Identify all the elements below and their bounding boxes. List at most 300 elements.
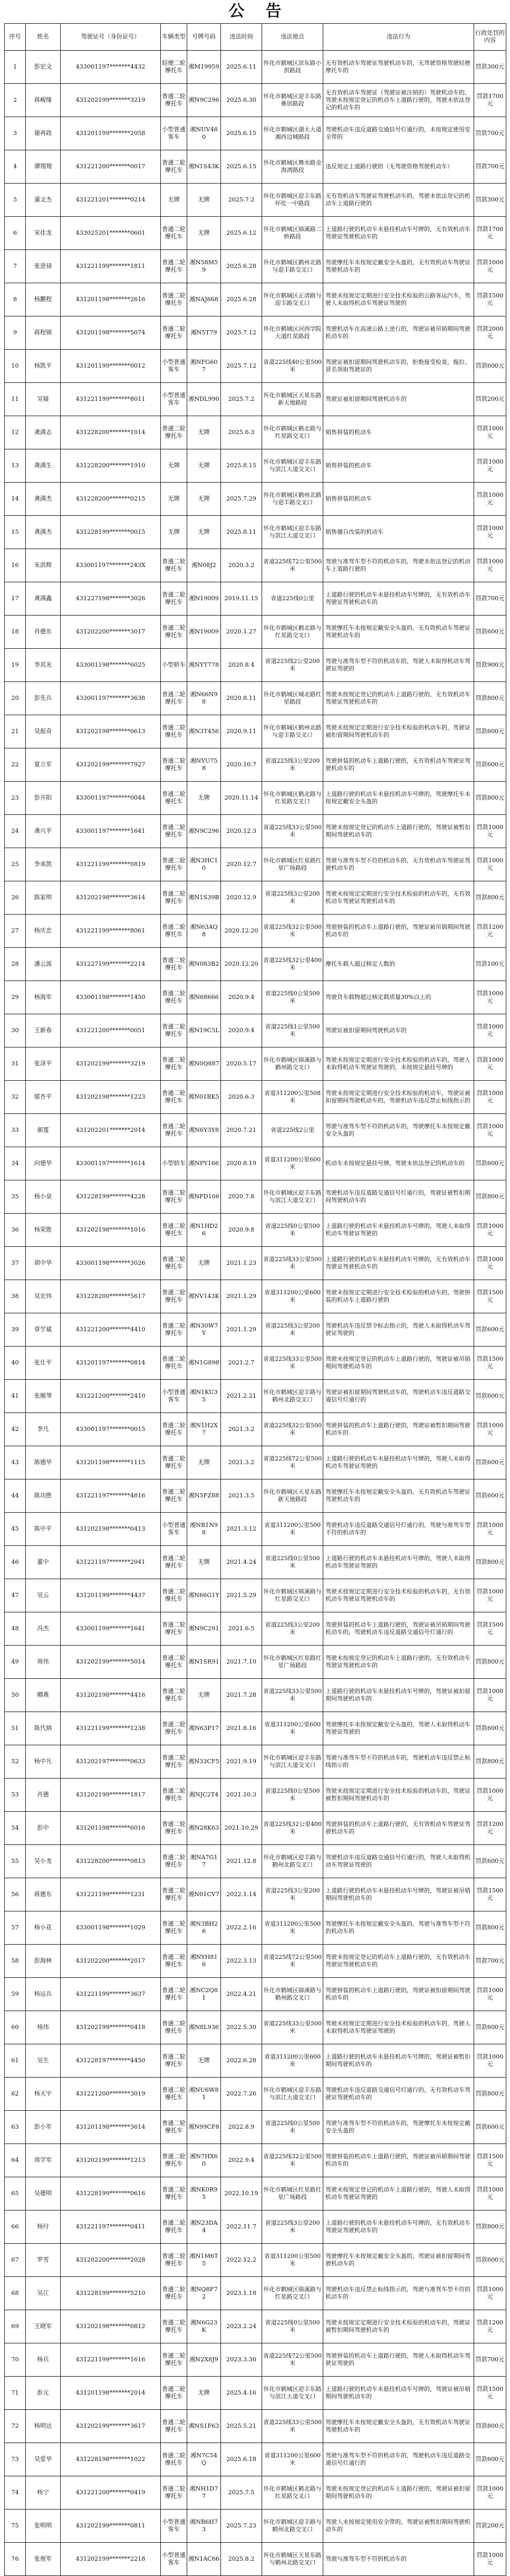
penalty: 罚款1000元 [474,1679,506,1712]
row-index: 74 [5,2476,26,2510]
penalty: 罚款1500元 [474,283,506,316]
violation-time: 2020.6.3 [221,1081,262,1114]
violation-place: 省道311200公里500米 [262,1911,323,1945]
plate-number: 湘N5FZ88 [187,1479,221,1513]
driver-name: 王新春 [26,1014,61,1047]
driver-name: 冯杰 [26,1612,61,1646]
penalty: 罚款700元 [474,150,506,184]
row-index: 15 [5,516,26,549]
violation-place: 省道225线33公里500米 [262,2410,323,2443]
plate-number: 湘N19C5L [187,1014,221,1047]
penalty: 罚款1500元 [474,1878,506,1911]
license-number: 431228200*******1014 [61,416,161,449]
driver-name: 彭元 [26,2377,61,2410]
driver-name: 蒋德东 [26,1878,61,1911]
penalty: 罚款1700元 [474,217,506,250]
penalty: 罚款600元 [474,1446,506,1479]
violation-time: 2020.9.8 [221,1214,262,1247]
violation-act: 驾驶摩托车未按规定戴安全头盔的，无有效机动车驾驶证驾驶机动车的 [323,2410,474,2443]
row-index: 23 [5,782,26,815]
row-index: 7 [5,250,26,283]
license-number: 431227198*******3026 [61,582,161,616]
penalty: 罚款600元 [474,616,506,649]
plate-number: 无牌 [187,416,221,449]
violation-act: 驾驶未按规定定期进行安全技术检验的机动车的，无有效机动车驾驶证驾驶机动车的 [323,1579,474,1612]
violation-act: 驾驶摩托车未按规定戴安全头盔的，无有效机动车驾驶证驾驶机动车的 [323,1479,474,1513]
penalty: 罚款800元 [474,1911,506,1945]
violation-place: 省道311200公里600米 [262,1280,323,1313]
violation-place: 省道225线3公里200米 [262,881,323,915]
penalty: 罚款700元 [474,2343,506,2377]
plate-number: 无牌 [187,516,221,549]
violation-time: 2021.2.7 [221,1347,262,1380]
driver-name: 龚满鑫 [26,582,61,616]
license-number: 431202197*******0633 [61,1745,161,1779]
table-row [5,1612,506,1646]
violation-time: 2022.12.2 [221,2244,262,2277]
row-index: 41 [5,1380,26,1413]
violation-act: 驾驶未按规定定期进行安全技术检验的机动车的，驾驶证被暂扣期间驾驶机动车的 [323,2310,474,2343]
row-index: 64 [5,2144,26,2177]
table-row [5,1114,506,1147]
penalty: 罚款100元 [474,948,506,981]
penalty: 罚款600元 [474,1380,506,1413]
violation-place: 怀化市鹤城区滨东路小拱路段 [262,51,323,84]
violation-time: 2025.6.18 [221,2443,262,2476]
penalty: 罚款600元 [474,2244,506,2277]
plate-number: 湘NV143K [187,1280,221,1313]
row-index: 25 [5,848,26,881]
violation-act: 驾驶未按规定定期进行安全技术检验的机动车的，驾驶证被暂扣期间驾驶机动车的 [323,1779,474,1812]
violation-time: 2023.3.30 [221,2343,262,2377]
vehicle-type: 普通二轮摩托车 [161,1047,187,1081]
plate-number: 湘NB1N98 [187,1513,221,1546]
license-number: 431202198*******1223 [61,1081,161,1114]
violation-act: 驾驶未按规定定期进行安全技术检验的机动车的，驾驶拼装的机动车上道路行驶的 [323,1280,474,1313]
header-vehicle-type: 车辆类型 [161,24,187,51]
table-row [5,84,506,117]
violation-place: 怀化市鹤城区迎丰路与鹤州北路交叉口 [262,2510,323,2543]
table-row [5,1779,506,1812]
vehicle-type: 普通二轮摩托车 [161,549,187,582]
driver-name: 胡中华 [26,1247,61,1280]
penalty: 罚款1000元 [474,416,506,449]
vehicle-type: 无牌 [161,483,187,516]
violation-place: 省道225线32公里400米 [262,948,323,981]
plate-number: 无牌 [187,1446,221,1479]
violation-act: 驾驶与准驾车型不符的机动车的，驾驶机动车违反禁止标线指示的 [323,1745,474,1779]
row-index: 61 [5,2044,26,2078]
violation-time: 2022.10.19 [221,2177,262,2210]
license-number: 431221199*******1231 [61,1878,161,1911]
table-row [5,815,506,848]
plate-number: 湘NUV480 [187,117,221,150]
vehicle-type: 无牌 [161,184,187,217]
plate-number: 湘N01BK5 [187,1081,221,1114]
penalty: 罚款600元 [474,350,506,383]
plate-number: 湘NYT778 [187,649,221,682]
table-row [5,649,506,682]
row-index: 30 [5,1014,26,1047]
vehicle-type: 普通二轮摩托车 [161,2111,187,2144]
violation-act: 销售拼装的机动车 [323,483,474,516]
plate-number: 湘N1M6T5 [187,2244,221,2277]
table-row [5,2310,506,2343]
driver-name: 杨远兵 [26,1978,61,2011]
row-index: 73 [5,2443,26,2476]
violation-time: 2021.1.29 [221,1280,262,1313]
row-index: 12 [5,416,26,449]
table-row [5,1646,506,1679]
violation-place: 省道225线40公里500米 [262,350,323,383]
license-number: 431221200*******2410 [61,1380,161,1413]
penalty: 罚款1200元 [474,2310,506,2343]
penalty: 罚款700元 [474,582,506,616]
vehicle-type: 普通二轮摩托车 [161,217,187,250]
license-number: 431221199*******0819 [61,848,161,881]
violation-place: 怀化市鹤城区锦溪路与鹤州路交叉口 [262,1047,323,1081]
penalty: 罚款600元 [474,2111,506,2144]
penalty: 罚款700元 [474,117,506,150]
table-row [5,1679,506,1712]
penalty: 罚款200元 [474,383,506,416]
vehicle-type: 普通二轮摩托车 [161,1180,187,1214]
table-row [5,948,506,981]
violation-act: 驾驶拼装的机动车上道路行驶的，驾驶证被暂扣期间驾驶机动车的 [323,1413,474,1446]
table-row [5,715,506,748]
row-index: 67 [5,2244,26,2277]
license-number: 433001197*******1641 [61,815,161,848]
table-row [5,184,506,217]
violation-place: 省道225线33公里500米 [262,1347,323,1380]
plate-number: 湘NQ8F72 [187,2277,221,2310]
row-index: 48 [5,1612,26,1646]
driver-name: 向德华 [26,1147,61,1180]
violation-act: 销售拼装的机动车 [323,416,474,449]
table-row [5,217,506,250]
vehicle-type: 普通二轮摩托车 [161,2144,187,2177]
violation-act: 上道路行驶的机动车未悬挂机动车号牌的，驾驶人未取得机动车驾驶证驾驶的 [323,1446,474,1479]
violation-act: 驾驶摩托车未按规定戴安全头盔的，驾驶证被扣留期间驾驶机动车的 [323,2244,474,2277]
license-number: 431202200*******2017 [61,1945,161,1978]
violation-time: 2020.1.27 [221,616,262,649]
header-plate: 号牌号码 [187,24,221,51]
license-number: 431221200*******0051 [61,1014,161,1047]
driver-name: 蒋程锦 [26,316,61,350]
license-number: 433001197*******243X [61,549,161,582]
violation-time: 2025.6.15 [221,150,262,184]
plate-number: 湘N2X8J9 [187,2343,221,2377]
license-number: 431221197*******0411 [61,2210,161,2244]
table-row [5,1280,506,1313]
penalty: 罚款800元 [474,1646,506,1679]
violation-time: 2020.12.9 [221,881,262,915]
vehicle-type: 普通二轮摩托车 [161,1845,187,1878]
license-number: 431221199*******3637 [61,1978,161,2011]
row-index: 54 [5,1812,26,1845]
license-number: 431221200*******3019 [61,2078,161,2111]
plate-number: 湘NU6W81 [187,2078,221,2111]
table-row [5,981,506,1014]
driver-name: 彭中 [26,1812,61,1845]
vehicle-type: 无牌 [161,516,187,549]
violation-place: 怀化市鹤城区湖天大道湘西边城路段 [262,117,323,150]
violation-time: 2025.4.16 [221,2377,262,2410]
driver-name: 彭开阳 [26,782,61,815]
table-row [5,516,506,549]
license-number: 431228200*******1910 [61,449,161,483]
vehicle-type: 普通二轮摩托车 [161,1911,187,1945]
penalty: 罚款600元 [474,1712,506,1745]
violation-act: 驾驶与准驾车型不符的机动车的 [323,2543,474,2576]
penalty: 罚款800元 [474,782,506,815]
driver-name: 杨兵 [26,2343,61,2377]
violation-time: 2022.5.30 [221,2011,262,2044]
license-number: 431201199*******4437 [61,1579,161,1612]
violation-place: 怀化市鹤城区鹤州北路与迎丰路交叉口 [262,483,323,516]
table-row [5,1712,506,1745]
license-number: 431228199*******0015 [61,516,161,549]
plate-number: 湘N9C291 [187,1612,221,1646]
vehicle-type: 小型轿车 [161,1147,187,1180]
row-index: 19 [5,649,26,682]
violation-place: 怀化市鹤城区鹤北路与红星路交叉口 [262,616,323,649]
penalty: 罚款1500元 [474,1347,506,1380]
penalty: 罚款800元 [474,682,506,715]
license-number: 433001198*******1029 [61,1911,161,1945]
penalty: 罚款800元 [474,881,506,915]
violation-act: 摩托车载人超过核定人数的 [323,948,474,981]
license-number: 431201198*******2014 [61,2377,161,2410]
row-index: 18 [5,616,26,649]
violation-place: 怀化市鹤城区迎丰东路雅居路段 [262,84,323,117]
violation-act: 驾驶未按规定登记的机动车上道路行驶的，驾驶证被暂扣期间驾驶机动车的 [323,815,474,848]
table-row [5,449,506,483]
violation-act: 上道路行驶的机动车未悬挂机动车号牌的，驾驶证被扣留期间驾驶机动车的 [323,1679,474,1712]
violation-time: 2022.3.13 [221,1945,262,1978]
plate-number: 湘N19009 [187,616,221,649]
vehicle-type: 普通二轮摩托车 [161,1479,187,1513]
penalty: 罚款1000元 [474,1247,506,1280]
violation-act: 驾驶未按规定登记的机动车上道路行驶的，无有效机动车驾驶证驾驶机动车的 [323,682,474,715]
table-body [5,51,506,2576]
penalty: 罚款800元 [474,1180,506,1214]
license-number: 431221197*******2041 [61,1546,161,1579]
table-row [5,2343,506,2377]
vehicle-type: 普通二轮摩托车 [161,782,187,815]
table-row [5,1014,506,1047]
violation-time: 2025.7.29 [221,483,262,516]
violation-act: 上道路行驶的机动车未悬挂机动车号牌的，驾驶摩托车未按规定戴安全头盔的 [323,782,474,815]
vehicle-type: 普通二轮摩托车 [161,915,187,948]
violation-time: 2025.7.12 [221,316,262,350]
violation-act: 上道路行驶的机动车未悬挂机动车号牌的，驾驶证被吊销期间驾驶机动车的 [323,2377,474,2410]
vehicle-type: 普通二轮摩托车 [161,2443,187,2476]
driver-name: 蒋峻缘 [26,84,61,117]
violation-time: 2025.6.12 [221,217,262,250]
violation-act: 驾驶机动车违反禁止标线指示的，驾驶与准驾车型不符的机动车的 [323,2277,474,2310]
row-index: 45 [5,1513,26,1546]
violation-place: 怀化市鹤城区河西学院大道红星路段 [262,316,323,350]
row-index: 60 [5,2011,26,2044]
violation-place: 怀化市鹤城区天星东路新天地路段 [262,1479,323,1513]
row-index: 20 [5,682,26,715]
plate-number: 湘N3T456 [187,715,221,748]
penalty: 罚款1500元 [474,1280,506,1313]
violation-time: 2021.2.21 [221,1380,262,1413]
driver-name: 龚满杰 [26,483,61,516]
table-row [5,283,506,316]
plate-number: 湘NK0R95 [187,2177,221,2210]
vehicle-type: 普通二轮摩托车 [161,1579,187,1612]
violation-time: 2021.3.5 [221,1479,262,1513]
violation-act: 驾驶与准驾车型不符的机动车的，驾驶人未取得机动车驾驶证驾驶的 [323,649,474,682]
violation-place: 怀化市鹤城区舞水路金海湾路段 [262,150,323,184]
violation-place: 怀化市鹤城区锦溪路与红星路交叉口 [262,2277,323,2310]
driver-name: 董中 [26,1546,61,1579]
table-row [5,2443,506,2476]
plate-number: 湘N9C296 [187,815,221,848]
violation-place: 怀化市鹤城区鹤北路与红星路交叉口 [262,2476,323,2510]
violation-place: 省道225线3公里200米 [262,1878,323,1911]
license-number: 431202199*******3617 [61,2410,161,2443]
license-number: 433001199*******1641 [61,1612,161,1646]
violation-time: 2020.8.19 [221,1147,262,1180]
penalty: 罚款800元 [474,1745,506,1779]
violation-act: 驾驶未按规定定期进行安全技术检验的机动车的，驾驶证被扣留期间驾驶机动车的 [323,715,474,748]
license-number: 431221200*******0419 [61,2476,161,2510]
penalty: 罚款1000元 [474,1014,506,1047]
table-row [5,150,506,184]
row-index: 70 [5,2343,26,2377]
plate-number: 湘N0Q887 [187,1047,221,1081]
driver-name: 吴振奇 [26,715,61,748]
violation-time: 2022.11.7 [221,2210,262,2244]
vehicle-type: 普通二轮摩托车 [161,1945,187,1978]
penalty: 罚款1000元 [474,250,506,283]
plate-number: 湘N1S43K [187,150,221,184]
violation-act: 驾驶机动车违反道路交通信号灯通行的，驾驶人未取得机动车驾驶证驾驶的 [323,1845,474,1878]
violation-place: 怀化市鹤城区迎丰东路与滨江大道交叉口 [262,449,323,483]
vehicle-type: 普通二轮摩托车 [161,283,187,316]
violation-time: 2025.6.28 [221,283,262,316]
penalty: 罚款600元 [474,2011,506,2044]
driver-name: 彭先兵 [26,682,61,715]
vehicle-type: 普通二轮摩托车 [161,1247,187,1280]
penalty: 罚款600元 [474,2443,506,2476]
driver-name: 蒲文杰 [26,184,61,217]
penalty: 罚款1000元 [474,1081,506,1114]
header-time: 违法时间 [221,24,262,51]
row-index: 28 [5,948,26,981]
driver-name: 吴生 [26,2044,61,2078]
vehicle-type: 普通二轮摩托车 [161,1280,187,1313]
violation-act: 驾驶摩托车未按规定戴安全头盔的，无有效机动车驾驶证驾驶机动车的 [323,250,474,283]
violation-place: 省道311200公里600米 [262,1712,323,1745]
violation-act: 驾驶未按规定定期进行安全技术检验的机动车的，无有效机动车驾驶证驾驶机动车的 [323,881,474,915]
violation-time: 2021.1.23 [221,1247,262,1280]
plate-number: 湘N08J2 [187,549,221,582]
violation-time: 2025.5.21 [221,2410,262,2443]
vehicle-type: 小型普通客车 [161,383,187,416]
table-row [5,1546,506,1579]
driver-name: 肖德东 [26,616,61,649]
penalty: 罚款1000元 [474,1978,506,2011]
violation-place: 怀化市鹤城区鹤北路与红星路交叉口 [262,416,323,449]
violation-place: 省道225线2公里200米 [262,649,323,682]
header-row [5,24,506,51]
license-number: 431228200*******5617 [61,1280,161,1313]
plate-number: 湘N6G23K [187,2310,221,2343]
violation-place: 省道225线0公里500米 [262,1214,323,1247]
violation-place: 省道225线33公里500米 [262,815,323,848]
vehicle-type: 小型普通客车 [161,1380,187,1413]
vehicle-type: 普通二轮摩托车 [161,682,187,715]
violation-place: 怀化市鹤城区红星路红星广场路段 [262,848,323,881]
license-number: 433001198*******3026 [61,1247,161,1280]
violation-act: 驾驶机动车在高速公路上逆行的，驾驶证被吊销期间驾驶机动车的 [323,316,474,350]
violation-act: 驾驶与准驾车型不符的机动车的，驾驶摩托车未按规定戴安全头盔的 [323,1114,474,1147]
table-row [5,2144,506,2177]
driver-name: 杨凯平 [26,350,61,383]
violation-time: 2025.8.11 [221,516,262,549]
driver-name: 杨中凡 [26,1745,61,1779]
license-number: 431202200*******3017 [61,616,161,649]
vehicle-type: 普通二轮摩托车 [161,2343,187,2377]
license-number: 431202198*******0613 [61,715,161,748]
violation-place: 怀化市鹤城区城北路红星路段 [262,682,323,715]
penalty: 罚款1000元 [474,1047,506,1081]
table-row [5,881,506,915]
violation-place: 省道225线0公里500米 [262,981,323,1014]
violation-place: 省道225线32公里500米 [262,1413,323,1446]
row-index: 69 [5,2310,26,2343]
violation-act: 驾驶机动车违反道路交通信号灯通行的，未按规定使用安全带的 [323,117,474,150]
plate-number: 湘N1S39B [187,881,221,915]
violation-place: 省道225线3公里200米 [262,748,323,782]
vehicle-type: 普通二轮摩托车 [161,1081,187,1114]
driver-name: 陈代炳 [26,1712,61,1745]
penalty: 罚款1500元 [474,2144,506,2177]
table-row [5,682,506,715]
row-index: 16 [5,549,26,582]
vehicle-type: 普通二轮摩托车 [161,748,187,782]
driver-name: 杨伟 [26,2011,61,2044]
table-row [5,1147,506,1180]
violation-place: 省道225线32公里500米 [262,915,323,948]
license-number: 433001197*******0044 [61,782,161,815]
vehicle-type: 普通二轮摩托车 [161,1646,187,1679]
violation-act: 上道路行驶的机动车未悬挂机动车号牌的，无有效机动车驾驶证驾驶机动车的 [323,582,474,616]
violation-act: 无有效机动车驾驶证驾驶机动车的，驾驶未依法登记的机动车上道路行驶的 [323,184,474,217]
driver-name: 张泽平 [26,1047,61,1081]
violation-act: 上道路行驶的机动车未悬挂机动车号牌的，无有效机动车驾驶证驾驶机动车的 [323,2210,474,2244]
table-row [5,1978,506,2011]
row-index: 39 [5,1313,26,1347]
violation-time: 2021.4.24 [221,1546,262,1579]
table-row [5,1945,506,1978]
license-number: 431221199*******1238 [61,1712,161,1745]
row-index: 3 [5,117,26,150]
driver-name: 潘云波 [26,948,61,981]
violation-act: 驾驶证被扣留期间驾驶机动车的，拒绝接受检查，拖拉、冒名领取驾驶证的 [323,350,474,383]
plate-number: 湘NC2Q81 [187,1978,221,2011]
violation-time: 2025.7.23 [221,2510,262,2543]
penalty: 罚款700元 [474,1945,506,1978]
vehicle-type: 小型普通客车 [161,117,187,150]
penalty: 罚款1000元 [474,516,506,549]
violation-place: 怀化市鹤城区鹤州北路与迎丰路交叉口 [262,250,323,283]
